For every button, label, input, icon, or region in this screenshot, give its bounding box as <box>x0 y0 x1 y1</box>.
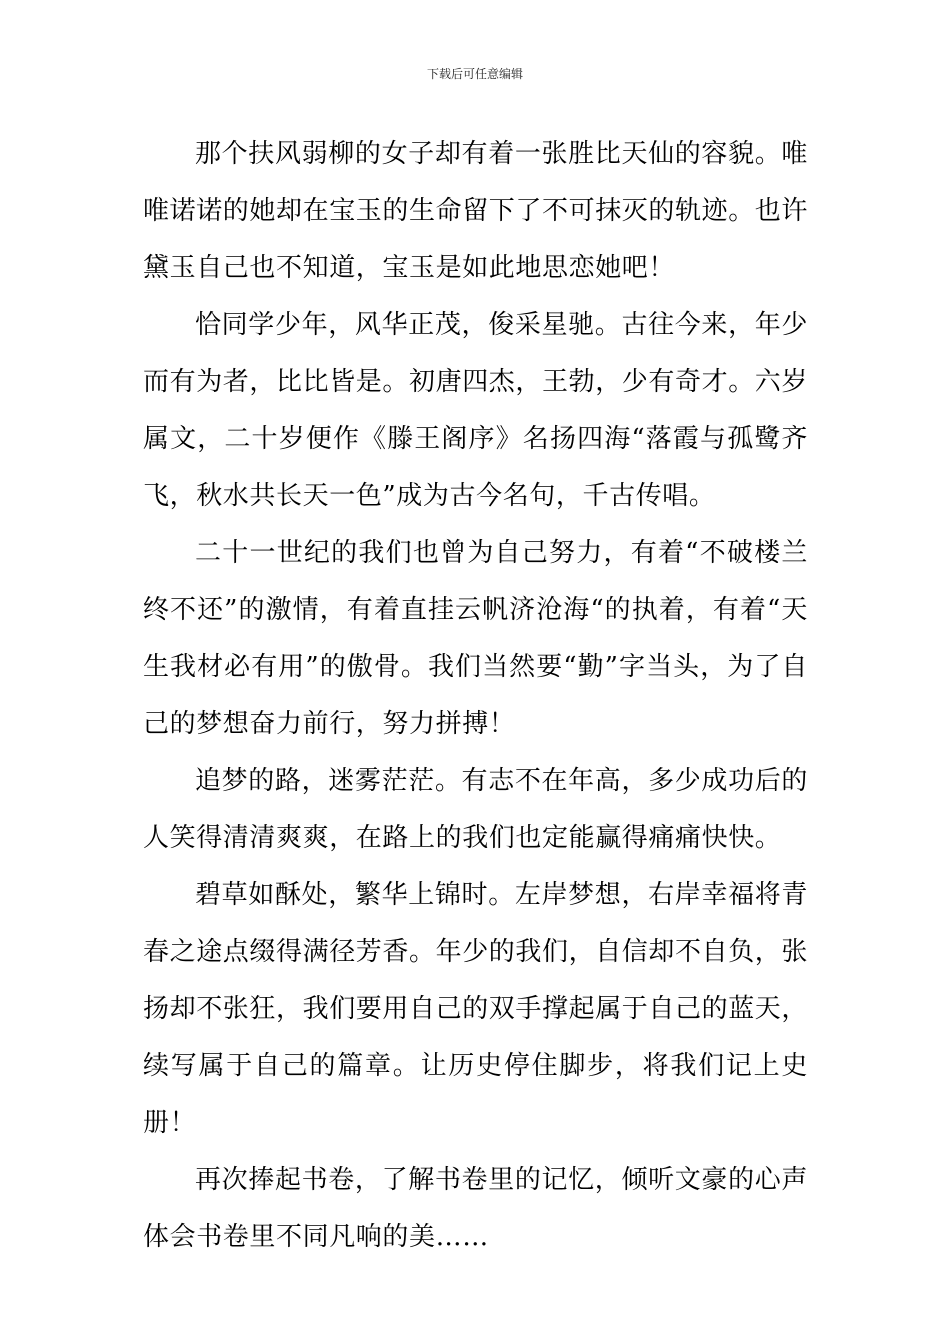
paragraph-3: 二十一世纪的我们也曾为自己努力，有着“不破楼兰终不还”的激情，有着直挂云帆济沧海“的执着，有着“天生我材必有用”的傲骨。我们当然要“勤”字当头，为了自己的梦想奋力前行，努力拼搏！ <box>143 538 808 739</box>
page-header: 下载后可任意编辑 <box>426 67 523 81</box>
paragraph-6: 再次捧起书卷，了解书卷里的记忆，倾听文豪的心声体会书卷里不同凡响的美…… <box>143 1165 808 1252</box>
paragraph-5: 碧草如酥处，繁华上锦时。左岸梦想，右岸幸福将青春之途点缀得满径芳香。年少的我们，自信却不自负，张扬却不张狂，我们要用自己的双手撑起属于自己的蓝天，续写属于自己的篇章。让历史停住脚步，将我们记上史册！ <box>143 880 809 1138</box>
paragraph-2: 恰同学少年，风华正茂，俊采星驰。古往今来，年少而有为者，比比皆是。初唐四杰，王勃，少有奇才。六岁属文，二十岁便作《滕王阁序》名扬四海“落霞与孤鹭齐飞，秋水共长天一色”成为古今名句，千古传唱。 <box>143 310 809 511</box>
document-body <box>143 126 808 1266</box>
paragraph-4: 追梦的路，迷雾茫茫。有志不在年高，多少成功后的人笑得清清爽爽，在路上的我们也定能赢得痛痛快快。 <box>143 766 808 853</box>
paragraph-1: 那个扶风弱柳的女子却有着一张胜比天仙的容貌。唯唯诺诺的她却在宝玉的生命留下了不可抹灭的轨迹。也许黛玉自己也不知道，宝玉是如此地思恋她吧！ <box>143 139 809 283</box>
